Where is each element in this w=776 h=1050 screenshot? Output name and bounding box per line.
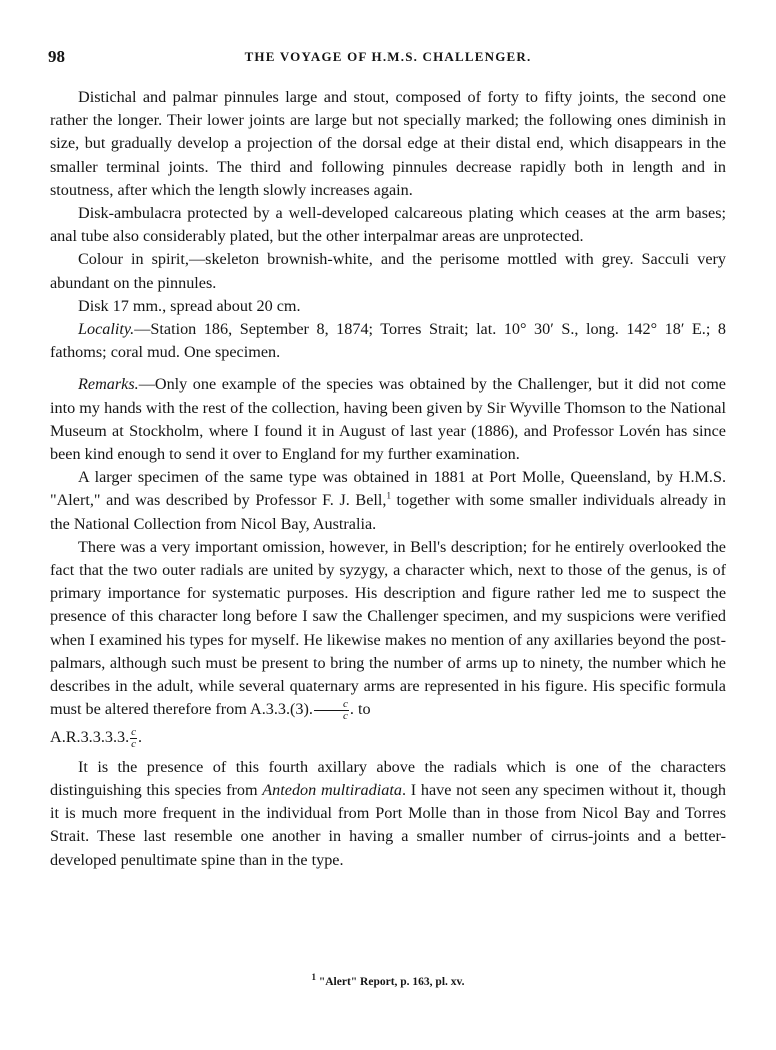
paragraph-text: There was a very important omission, however, in Bell's description; for he entirely overlooked the fact that the two outer radials are united by syzygy, a character which, next to those of the genus, is of primary importance for systematic purposes. His description and figure rather led me to suspect the presence of this character long before I saw the Challenger specimen, and my suspicions were verified when I examined his types for myself. He likewise makes no mention of any axillaries beyond the post-palmars, although such must be present to bring the number of arms up to ninety, the number which he describes in the adult, while several quaternary arms are represented in his figure. His specific formula must be altered therefore from xyxy=(50,537,726,719)
fraction-denominator: c xyxy=(342,710,348,723)
formula-connector: to xyxy=(357,700,371,719)
paragraph-text: A larger specimen of the same type was obtained in 1881 at Port Molle, Queensland, by H.M.S. "Alert," and was described by Professor F. J. Bell, xyxy=(50,468,726,510)
body-text xyxy=(50,86,726,872)
footnote-ref: 1 xyxy=(386,491,391,502)
locality-label: Locality. xyxy=(78,320,135,339)
remarks-paragraph xyxy=(50,373,726,466)
fraction-numerator: c xyxy=(314,699,349,711)
paragraph: Disk 17 mm., spread about 20 cm. xyxy=(78,296,301,315)
remarks-label: Remarks. xyxy=(78,375,139,394)
running-title: THE VOYAGE OF H.M.S. CHALLENGER. xyxy=(244,49,532,64)
fraction-numerator: c xyxy=(131,725,137,738)
species-name: Antedon multiradiata xyxy=(262,781,402,800)
paragraph: Distichal and palmar pinnules large and stout, composed of forty to fifty joints, the second one rather the longer. Their lower joints are large but not specially marked; the following ones diminish in size, but gradually develop a projection of the dorsal edge at their distal end, which disappears in the smaller terminal joints. The third and following pinnules decrease rapidly both in length and in stoutness, after which the length slowly increases again. xyxy=(50,88,726,199)
page-header xyxy=(48,47,728,69)
paragraph-text: It is the presence of this fourth axillary above the radials which is one of the characters distinguishing this species from xyxy=(50,757,726,800)
paragraph xyxy=(50,536,726,722)
paragraph: Disk-ambulacra protected by a well-developed calcareous plating which ceases at the arm bases; anal tube also considerably plated, but the other interpalmar areas are unprotected. xyxy=(50,204,726,246)
paragraph: Colour in spirit,—skeleton brownish-white, and the perisome mottled with grey. Sacculi very abundant on the pinnules. xyxy=(50,250,726,292)
paragraph xyxy=(50,466,726,536)
paragraph-text: together with some smaller individuals already in the National Collection from Nicol Bay, Australia. xyxy=(50,491,726,533)
paragraph xyxy=(50,756,726,872)
formula-b: A.R.3.3.3.3. $\frac{c}{c}$ . xyxy=(50,725,143,750)
formula-text: A.R.3.3.3.3. xyxy=(50,728,130,747)
formula-a: A.3.3.(3). $\frac{c}{c}$ . xyxy=(250,698,354,723)
fraction-denominator: c xyxy=(131,737,137,750)
footnote-text: "Alert" Report, p. 163, pl. xv. xyxy=(318,976,465,988)
remarks-text: —Only one example of the species was obtained by the Challenger, but it did not come into my hands with the rest of the collection, having been given by Sir Wyville Thomson to the National Museum at Stockholm, where I found it in August of last year (1886), and Professor Lovén has since been kind enough to send it over to England for my further examination. xyxy=(50,375,726,464)
locality-paragraph xyxy=(50,318,726,364)
footnote-marker: 1 xyxy=(311,972,316,983)
formula-text: A.3.3.(3). xyxy=(250,700,313,719)
fraction xyxy=(314,699,349,722)
paragraph-text: . I have not seen any specimen without it, though it is much more frequent in the individual from Port Molle than in those from Nicol Bay and Torres Strait. These last resemble one another in having a smaller number of cirrus-joints and a better-developed penultimate spine than in the type. xyxy=(50,781,727,869)
fraction xyxy=(130,727,137,750)
page-number: 98 xyxy=(48,47,65,66)
footnote xyxy=(0,972,776,988)
locality-text: —Station 186, September 8, 1874; Torres Strait; lat. 10° 30′ S., long. 142° 18′ E.; 8 fathoms; coral mud. One specimen. xyxy=(50,320,726,362)
